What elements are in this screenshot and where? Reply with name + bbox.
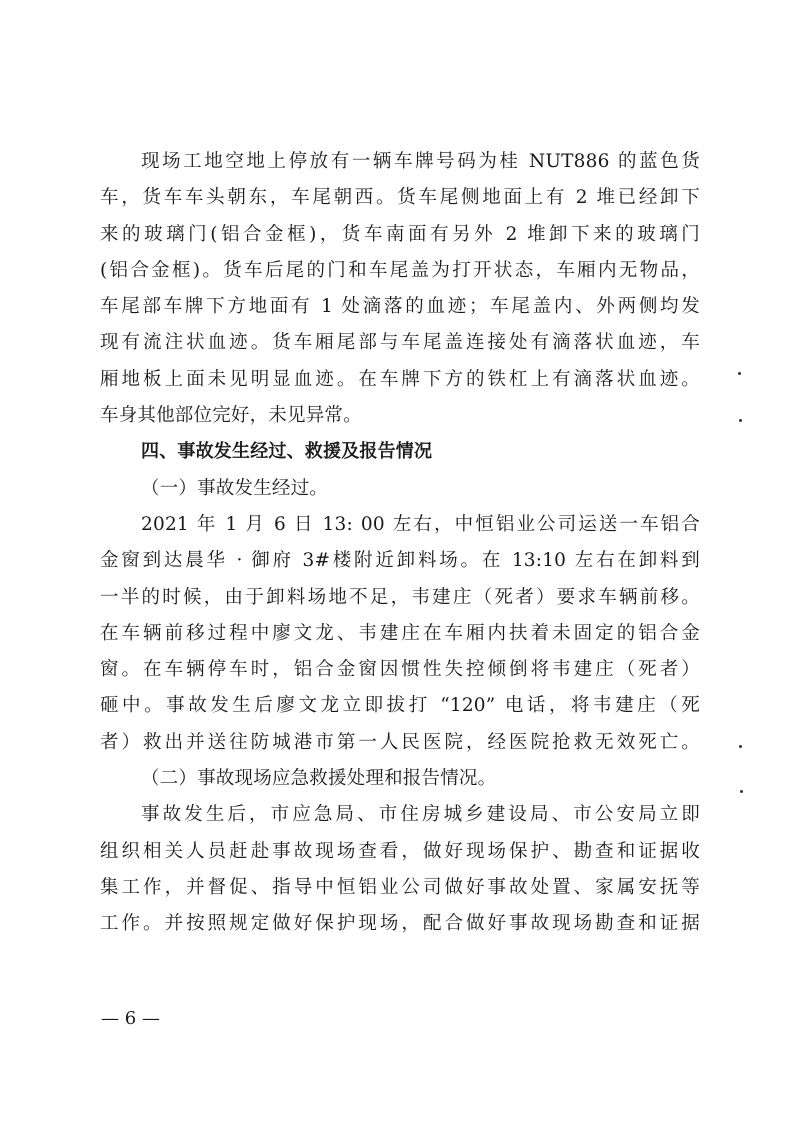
paragraph-3-line: 组织相关人员赶赴事故现场查看，做好现场保护、勘查和证据收	[100, 840, 700, 862]
paragraph-2-line: 2021 年 1 月 6 日 13: 00 左右，中恒铝业公司运送一车铝合	[141, 513, 700, 535]
paragraph-1-line: 现有流注状血迹。货车厢尾部与车尾盖连接处有滴落状血迹，车	[100, 332, 700, 354]
paragraph-2-line: 者）救出并送往防城港市第一人民医院，经医院抢救无效死亡。	[100, 731, 700, 753]
paragraph-2-line: 砸中。事故发生后廖文龙立即拔打 “120” 电话，将韦建庄（死	[100, 695, 700, 717]
paragraph-1-line: 车，货车车头朝东，车尾朝西。货车尾侧地面上有 2 堆已经卸下	[100, 187, 700, 209]
paragraph-1-line: 厢地板上面未见明显血迹。在车牌下方的铁杠上有滴落状血迹。	[100, 368, 700, 390]
paragraph-1-line: (铝合金框)。货车后尾的门和车尾盖为打开状态，车厢内无物品，	[100, 259, 700, 281]
paragraph-1-line: 现场工地空地上停放有一辆车牌号码为桂 NUT886 的蓝色货	[141, 151, 700, 172]
scan-speck	[739, 745, 742, 748]
paragraph-1-line: 车尾部车牌下方地面有 1 处滴落的血迹；车尾盖内、外两侧均发	[100, 296, 700, 318]
paragraph-2-line: 一半的时候，由于卸料场地不足，韦建庄（死者）要求车辆前移。	[100, 586, 700, 608]
scan-speck	[740, 790, 743, 793]
paragraph-1-line: 来的玻璃门(铝合金框)，货车南面有另外 2 堆卸下来的玻璃门	[100, 223, 700, 245]
paragraph-2-line: 在车辆前移过程中廖文龙、韦建庄在车厢内扶着未固定的铝合金	[100, 622, 700, 644]
subheading-emergency-rescue: （二）事故现场应急救援处理和报告情况。	[141, 768, 497, 790]
paragraph-3-line: 工作。并按照规定做好保护现场，配合做好事故现场勘查和证据	[100, 913, 700, 935]
scan-speck	[738, 372, 741, 375]
paragraph-3-line: 事故发生后，市应急局、市住房城乡建设局、市公安局立即	[141, 804, 700, 826]
paragraph-2-line: 金窗到达晨华 · 御府 3#楼附近卸料场。在 13:10 左右在卸料到	[100, 550, 700, 572]
section-heading: 四、事故发生经过、救援及报告情况	[141, 441, 433, 463]
scan-speck	[739, 419, 742, 422]
paragraph-3-line: 集工作，并督促、指导中恒铝业公司做好事故处置、家属安抚等	[100, 876, 700, 898]
paragraph-1-line: 车身其他部位完好，未见异常。	[100, 405, 362, 427]
paragraph-2-line: 窗。在车辆停车时，铝合金窗因惯性失控倾倒将韦建庄（死者）	[100, 659, 700, 681]
subheading-accident-process: （一）事故发生经过。	[141, 477, 329, 499]
page-number: — 6 —	[101, 1008, 160, 1029]
body-text	[100, 144, 700, 943]
